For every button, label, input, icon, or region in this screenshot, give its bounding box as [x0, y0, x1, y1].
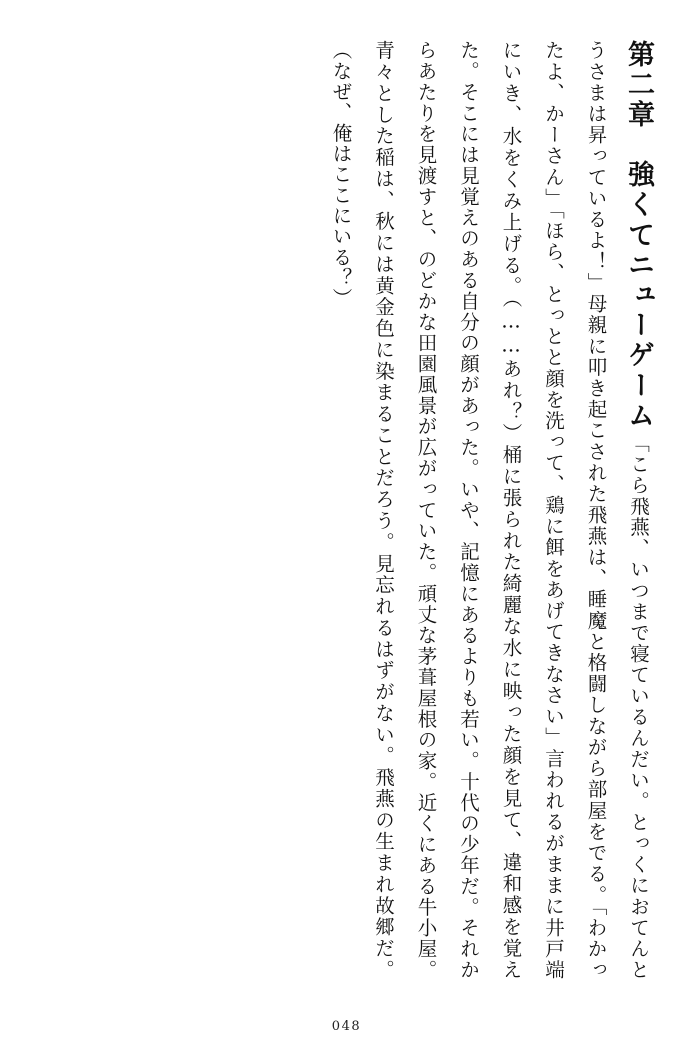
- paragraph: 桶に張られた綺麗な水に映った顔を見て、違和感を覚えた。: [457, 40, 523, 981]
- paragraph: 母親に叩き起こされた飛燕は、睡魔と格闘しながら部屋をでる。: [584, 293, 608, 906]
- chapter-title: 第二章 強くてニューゲーム: [623, 40, 654, 432]
- page-number: 048: [331, 1019, 362, 1034]
- paragraph: （……あれ？）: [499, 297, 523, 445]
- paragraph: 「わかったよ、かーさん」: [542, 40, 608, 980]
- vertical-text-body: [39, 40, 659, 980]
- paragraph: 言われるがままに井戸端にいき、水をくみ上げる。: [499, 40, 565, 980]
- paragraph: 頑丈な茅葺屋根の家。近くにある牛小屋。青々とした稲は、秋には黄金色に染まることだろう。: [372, 40, 438, 981]
- paragraph: そこには見覚えのある自分の顔があった。: [457, 81, 480, 479]
- paragraph: （なぜ、俺はここにいる？）: [329, 40, 353, 309]
- paragraph: 見忘れるはずがない。飛燕の生まれ故郷だ。: [372, 553, 395, 980]
- paragraph: 「ほら、とっとと顔を洗って、鶏に餌をあげてきなさい」: [542, 208, 565, 749]
- paragraph: 「こら飛燕、いつまで寝ているんだい。とっくにおてんとうさまは昇っているよ！」: [584, 40, 650, 980]
- paragraph: それからあたりを見渡すと、のどかな田園風景が広がっていた。: [414, 40, 480, 981]
- paragraph: いや、記憶にあるよりも若い。十代の少年だ。: [457, 478, 480, 918]
